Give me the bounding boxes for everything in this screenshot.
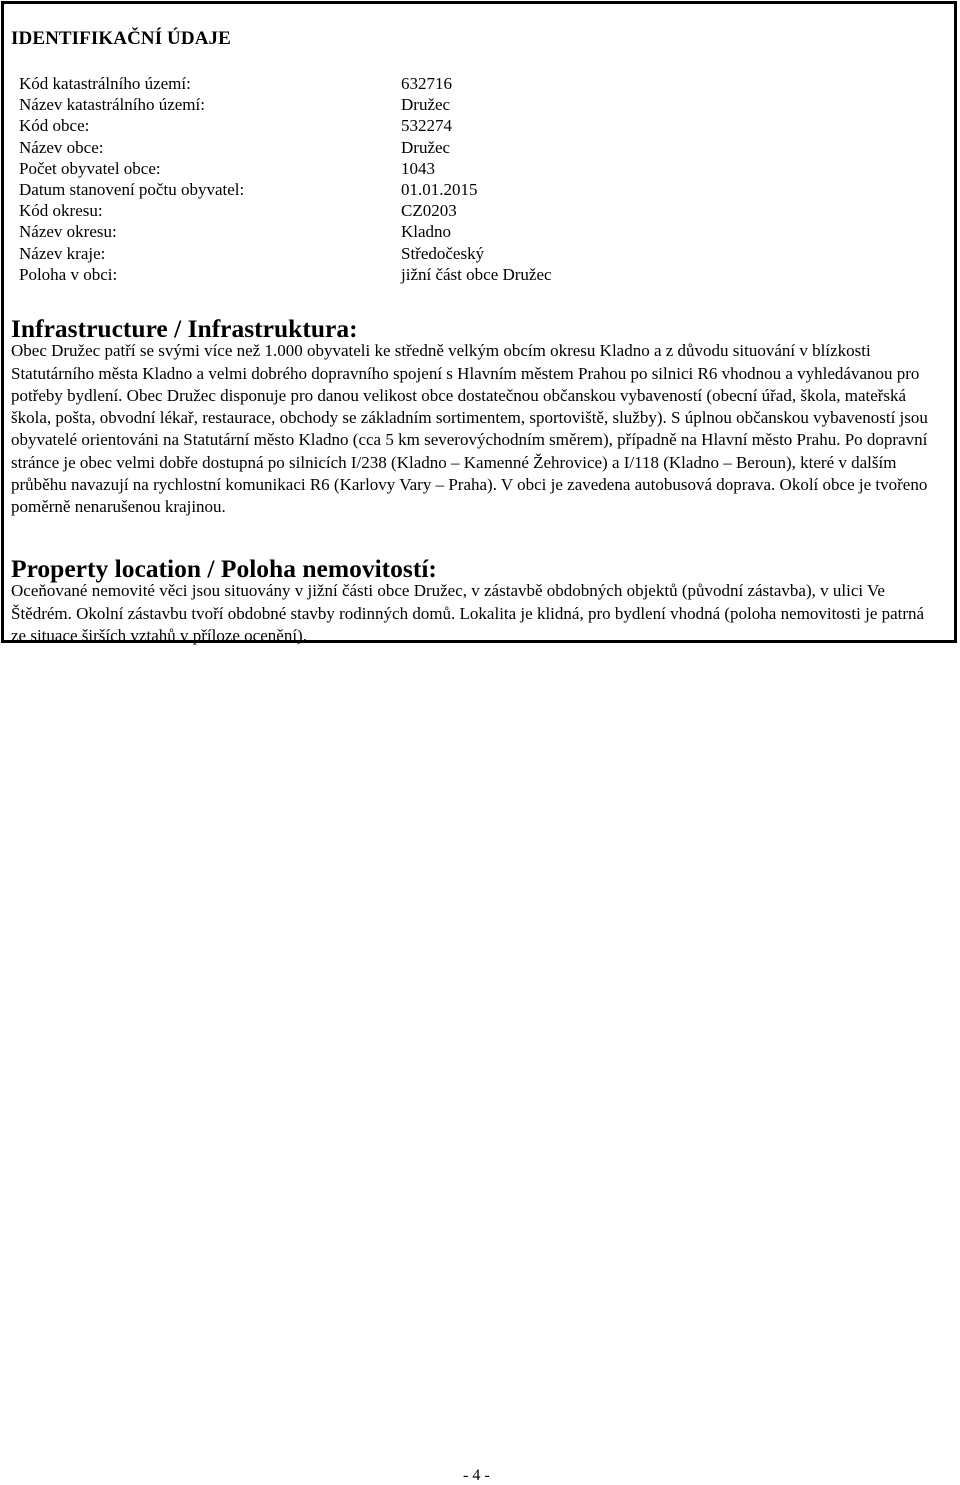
identification-frame (1, 1, 957, 643)
infrastructure-text: Obec Družec patří se svými více než 1.000 obyvateli ke středně velkým obcím okresu Kladno a z důvodu situování v blízkosti Statutárního města Kladno a velmi dobrého dopravního spojení s Hlavním městem Prahou po silnici R6 vhodnou a vyhledávanou pro potřeby bydlení. Obec Družec disponuje pro danou velikost obce dostatečnou občanskou vybaveností (obecní úřad, škola, mateřská škola, pošta, obvodní lékař, restaurace, obchody se základním sortimentem, sportoviště, služby). S úplnou občanskou vybaveností jsou obyvatelé orientováni na Statutární město Kladno (cca 5 km severovýchodním směrem), případně na Hlavní město Prahu. Po dopravní stránce je obec velmi dobře dostupná po silnicích I/238 (Kladno – Kamenné Žehrovice) a I/118 (Kladno – Beroun), které v dalším průběhu navazují na rychlostní komunikaci R6 (Karlovy Vary – Praha). V obci je zavedena autobusová doprava. Okolí obce je tvořeno poměrně nenarušenou krajinou. (11, 341, 928, 517)
property-location-section (11, 554, 941, 647)
field-value: jižní část obce Družec (401, 264, 552, 284)
field-label: Poloha v obci: (19, 264, 118, 284)
field-value: 01.01.2015 (401, 179, 478, 199)
field-label: Název obce: (19, 137, 104, 157)
infrastructure-section (11, 314, 941, 519)
field-value: 1043 (401, 158, 435, 178)
identification-row (19, 243, 552, 264)
field-label: Kód obce: (19, 116, 90, 136)
field-value: Kladno (401, 222, 452, 242)
field-label: Kód katastrálního území: (19, 74, 191, 93)
field-label: Kód okresu: (19, 201, 103, 221)
infrastructure-heading: Infrastructure / Infrastruktura: (11, 314, 358, 343)
field-value: Středočeský (401, 243, 485, 263)
field-label: Název katastrálního území: (19, 95, 205, 115)
identification-table (19, 73, 552, 285)
field-value: Družec (401, 137, 451, 157)
identification-row (19, 94, 552, 115)
field-label: Název okresu: (19, 222, 117, 242)
identification-row (19, 73, 552, 94)
property-location-heading: Property location / Poloha nemovitostí: (11, 554, 437, 583)
identification-row (19, 158, 552, 179)
document-title: IDENTIFIKAČNÍ ÚDAJE (11, 28, 231, 49)
identification-row (19, 179, 552, 200)
field-value: Družec (401, 95, 451, 115)
identification-row (19, 115, 552, 136)
identification-row (19, 264, 552, 285)
property-location-text: Oceňované nemovité věci jsou situovány v jižní části obce Družec, v zástavbě obdobných objektů (původní zástavba), v ulici Ve Štědrém. Okolní zástavbu tvoří obdobné stavby rodinných domů. Lokalita je klidná, pro bydlení vhodná (poloha nemovitosti je patrná ze situace širších vztahů v příloze ocenění). (11, 581, 925, 645)
field-label: Datum stanovení počtu obyvatel: (19, 179, 245, 199)
field-value: 632716 (401, 74, 452, 93)
field-value: CZ0203 (401, 201, 457, 221)
page-number: - 4 - (463, 1467, 490, 1484)
identification-row (19, 200, 552, 221)
field-label: Název kraje: (19, 243, 106, 263)
field-value: 532274 (401, 116, 452, 136)
identification-row (19, 221, 552, 242)
field-label: Počet obyvatel obce: (19, 158, 161, 178)
identification-row (19, 137, 552, 158)
